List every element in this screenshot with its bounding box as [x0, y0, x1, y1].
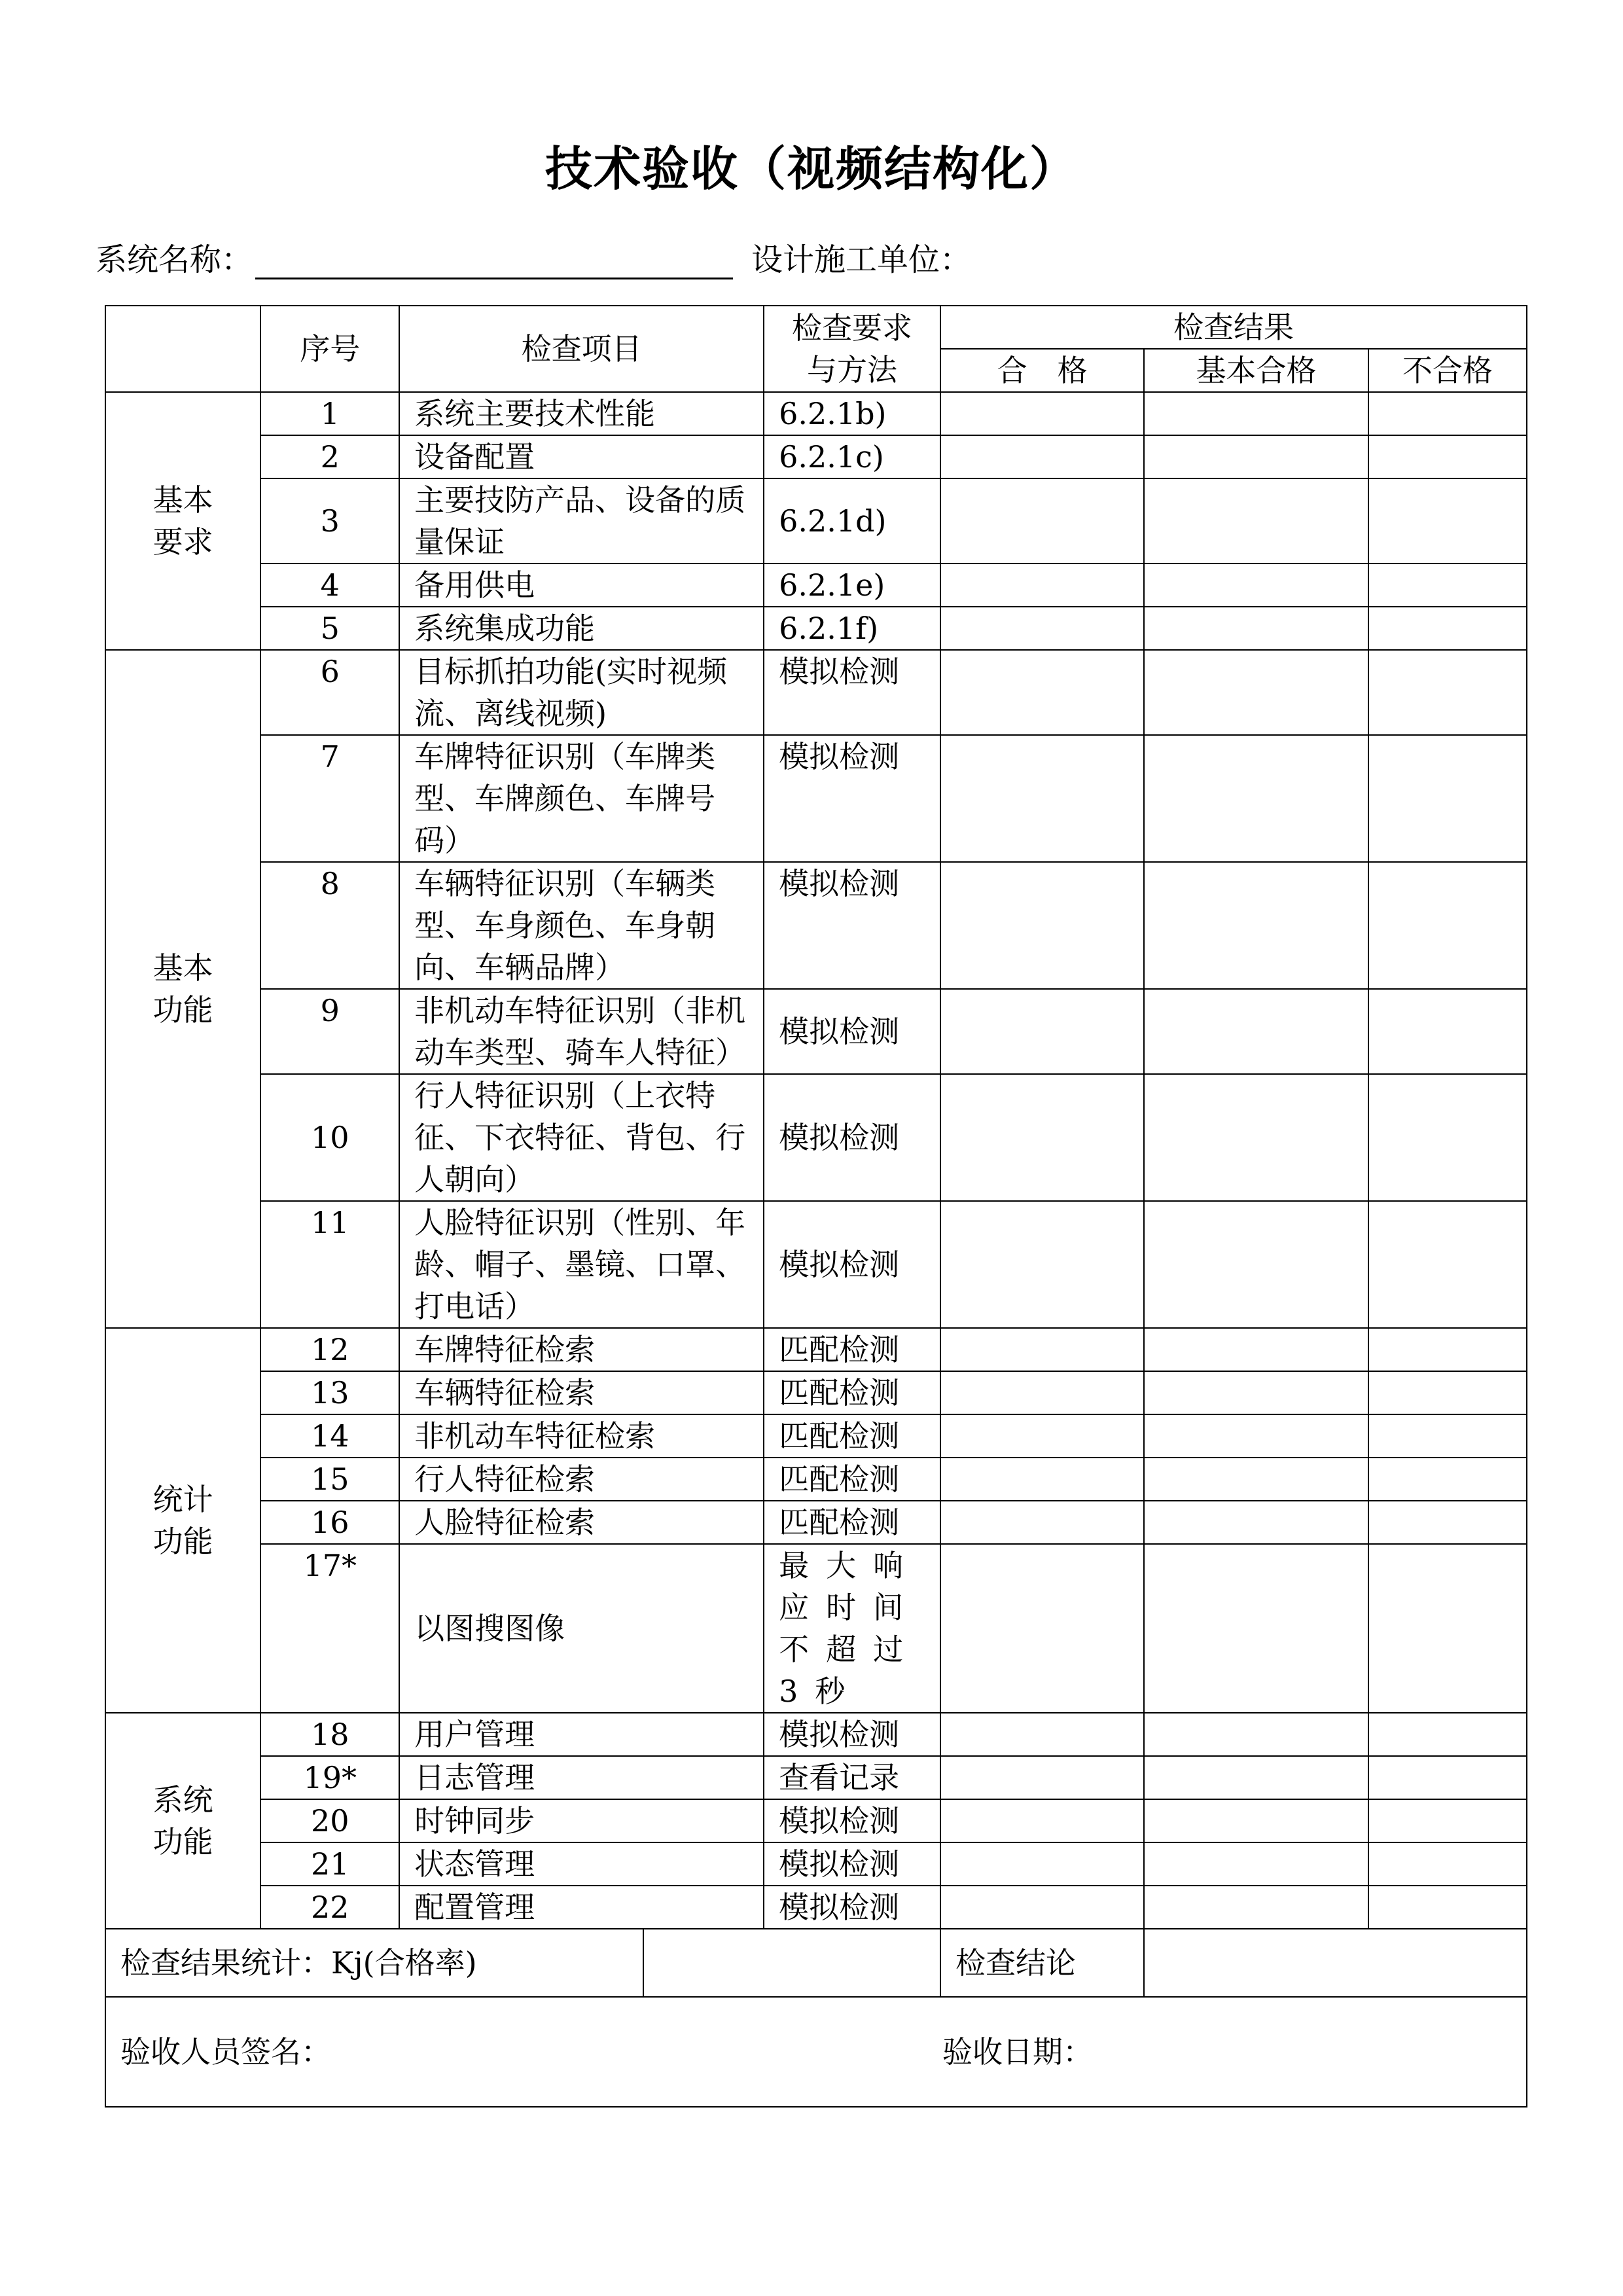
basic-pass-cell[interactable]	[1144, 1713, 1368, 1756]
row-no: 13	[260, 1371, 399, 1414]
design-unit-label: 设计施工单位：	[751, 242, 972, 278]
row-no: 1	[260, 392, 399, 435]
row-no: 16	[260, 1501, 399, 1544]
row-method: 匹配检测	[764, 1501, 940, 1544]
conclusion-value-cell[interactable]	[1144, 1929, 1527, 1997]
pass-cell[interactable]	[940, 1501, 1144, 1544]
signature-label: 验收人员签名：	[120, 2034, 331, 2070]
basic-pass-cell[interactable]	[1144, 1074, 1368, 1201]
result-header: 检查结果	[940, 306, 1527, 349]
acceptance-table	[105, 305, 1527, 2108]
basic-pass-cell[interactable]	[1144, 1756, 1368, 1799]
fail-cell[interactable]	[1368, 1414, 1527, 1458]
basic-pass-cell[interactable]	[1144, 607, 1368, 650]
row-no: 14	[260, 1414, 399, 1458]
row-item: 时钟同步	[399, 1799, 764, 1842]
row-method: 6.2.1c)	[764, 435, 940, 478]
basic-pass-cell[interactable]	[1144, 1842, 1368, 1886]
fail-cell[interactable]	[1368, 989, 1527, 1074]
fail-cell[interactable]	[1368, 1713, 1527, 1756]
pass-cell[interactable]	[940, 735, 1144, 862]
row-no: 3	[260, 478, 399, 564]
row-method: 匹配检测	[764, 1414, 940, 1458]
system-name-field[interactable]	[255, 242, 733, 279]
pass-cell[interactable]	[940, 1799, 1144, 1842]
stats-value-cell[interactable]	[643, 1929, 940, 1997]
conclusion-label: 检查结论	[940, 1929, 1144, 1997]
pass-cell[interactable]	[940, 1414, 1144, 1458]
pass-cell[interactable]	[940, 1756, 1144, 1799]
row-no: 17*	[260, 1544, 399, 1713]
row-no: 22	[260, 1886, 399, 1929]
fail-cell[interactable]	[1368, 1886, 1527, 1929]
basic-pass-cell[interactable]	[1144, 735, 1368, 862]
row-method: 模拟检测	[764, 1201, 940, 1328]
basic-pass-cell[interactable]	[1144, 1371, 1368, 1414]
pass-cell[interactable]	[940, 607, 1144, 650]
row-method: 匹配检测	[764, 1458, 940, 1501]
document-title: 技术验收（视频结构化）	[544, 141, 1078, 196]
fail-cell[interactable]	[1368, 478, 1527, 564]
row-method: 模拟检测	[764, 1842, 940, 1886]
system-name-label: 系统名称：	[96, 242, 253, 278]
method-header-line1: 检查要求	[792, 310, 913, 346]
group-statistics-functions: 统计 功能	[105, 1328, 260, 1713]
pass-cell[interactable]	[940, 1842, 1144, 1886]
pass-cell[interactable]	[940, 392, 1144, 435]
row-no: 10	[260, 1074, 399, 1201]
basic-pass-cell[interactable]	[1144, 478, 1368, 564]
row-item: 设备配置	[399, 435, 764, 478]
basic-pass-cell[interactable]	[1144, 435, 1368, 478]
fail-cell[interactable]	[1368, 735, 1527, 862]
row-method: 最大响应时间不超过3秒	[764, 1544, 940, 1713]
basic-pass-cell[interactable]	[1144, 1886, 1368, 1929]
item-header: 检查项目	[399, 306, 764, 392]
fail-cell[interactable]	[1368, 607, 1527, 650]
row-item: 车牌特征检索	[399, 1328, 764, 1371]
row-method: 匹配检测	[764, 1371, 940, 1414]
date-label: 验收日期：	[942, 2034, 1093, 2070]
row-no: 2	[260, 435, 399, 478]
pass-cell[interactable]	[940, 564, 1144, 607]
system-name-line	[96, 234, 733, 279]
row-no: 19*	[260, 1756, 399, 1799]
row-no: 8	[260, 862, 399, 989]
row-no: 5	[260, 607, 399, 650]
row-method: 模拟检测	[764, 650, 940, 735]
pass-cell[interactable]	[940, 1328, 1144, 1371]
row-method: 6.2.1b)	[764, 392, 940, 435]
basic-pass-cell[interactable]	[1144, 650, 1368, 735]
fail-cell[interactable]	[1368, 392, 1527, 435]
fail-cell[interactable]	[1368, 1501, 1527, 1544]
pass-header: 合 格	[940, 349, 1144, 392]
row-item: 车辆特征检索	[399, 1371, 764, 1414]
fail-cell[interactable]	[1368, 1074, 1527, 1201]
row-no: 4	[260, 564, 399, 607]
row-item: 以图搜图像	[399, 1544, 764, 1713]
fail-cell[interactable]	[1368, 1371, 1527, 1414]
row-no: 9	[260, 989, 399, 1074]
pass-cell[interactable]	[940, 1886, 1144, 1929]
row-item: 状态管理	[399, 1842, 764, 1886]
pass-cell[interactable]	[940, 478, 1144, 564]
row-item: 系统主要技术性能	[399, 392, 764, 435]
row-no: 15	[260, 1458, 399, 1501]
fail-cell[interactable]	[1368, 1756, 1527, 1799]
pass-cell[interactable]	[940, 989, 1144, 1074]
row-method: 模拟检测	[764, 1074, 940, 1201]
row-item: 日志管理	[399, 1756, 764, 1799]
row-item: 系统集成功能	[399, 607, 764, 650]
row-item: 非机动车特征识别（非机动车类型、骑车人特征）	[399, 989, 764, 1074]
basic-pass-cell[interactable]	[1144, 1328, 1368, 1371]
row-item: 备用供电	[399, 564, 764, 607]
row-item: 非机动车特征检索	[399, 1414, 764, 1458]
row-method: 模拟检测	[764, 735, 940, 862]
basic-pass-cell[interactable]	[1144, 1414, 1368, 1458]
stats-label: 检查结果统计：Kj(合格率)	[105, 1929, 643, 1997]
basic-pass-cell[interactable]	[1144, 1799, 1368, 1842]
row-item: 车牌特征识别（车牌类型、车牌颜色、车牌号码）	[399, 735, 764, 862]
basic-pass-cell[interactable]	[1144, 392, 1368, 435]
fail-cell[interactable]	[1368, 1799, 1527, 1842]
row-no: 21	[260, 1842, 399, 1886]
row-method: 模拟检测	[764, 862, 940, 989]
basic-pass-cell[interactable]	[1144, 1544, 1368, 1713]
pass-cell[interactable]	[940, 435, 1144, 478]
method-header	[764, 306, 940, 392]
row-method: 模拟检测	[764, 1799, 940, 1842]
basic-pass-header: 基本合格	[1144, 349, 1368, 392]
basic-pass-cell[interactable]	[1144, 1501, 1368, 1544]
pass-cell[interactable]	[940, 862, 1144, 989]
row-item: 配置管理	[399, 1886, 764, 1929]
group-basic-requirements: 基本 要求	[105, 392, 260, 650]
pass-cell[interactable]	[940, 1201, 1144, 1328]
basic-pass-cell[interactable]	[1144, 564, 1368, 607]
fail-cell[interactable]	[1368, 650, 1527, 735]
row-method: 查看记录	[764, 1756, 940, 1799]
design-unit-line	[751, 234, 971, 279]
row-method: 模拟检测	[764, 1886, 940, 1929]
basic-pass-cell[interactable]	[1144, 1458, 1368, 1501]
fail-header: 不合格	[1368, 349, 1527, 392]
group-basic-functions: 基本 功能	[105, 650, 260, 1328]
pass-cell[interactable]	[940, 1458, 1144, 1501]
row-method: 模拟检测	[764, 989, 940, 1074]
row-item: 人脸特征检索	[399, 1501, 764, 1544]
row-item: 行人特征检索	[399, 1458, 764, 1501]
pass-cell[interactable]	[940, 1074, 1144, 1201]
fail-cell[interactable]	[1368, 1544, 1527, 1713]
fail-cell[interactable]	[1368, 1201, 1527, 1328]
row-item: 行人特征识别（上衣特征、下衣特征、背包、行人朝向）	[399, 1074, 764, 1201]
row-no: 11	[260, 1201, 399, 1328]
row-no: 6	[260, 650, 399, 735]
pass-cell[interactable]	[940, 1713, 1144, 1756]
fail-cell[interactable]	[1368, 1458, 1527, 1501]
row-method: 模拟检测	[764, 1713, 940, 1756]
row-item: 人脸特征识别（性别、年龄、帽子、墨镜、口罩、打电话）	[399, 1201, 764, 1328]
row-method: 6.2.1f)	[764, 607, 940, 650]
signature-row	[105, 1997, 1527, 2107]
row-item: 主要技防产品、设备的质量保证	[399, 478, 764, 564]
row-item: 用户管理	[399, 1713, 764, 1756]
pass-cell[interactable]	[940, 1544, 1144, 1713]
basic-pass-cell[interactable]	[1144, 862, 1368, 989]
row-method: 6.2.1e)	[764, 564, 940, 607]
group-system-functions: 系统 功能	[105, 1713, 260, 1929]
fail-cell[interactable]	[1368, 1328, 1527, 1371]
fail-cell[interactable]	[1368, 1842, 1527, 1886]
row-item: 车辆特征识别（车辆类型、车身颜色、车身朝向、车辆品牌）	[399, 862, 764, 989]
pass-cell[interactable]	[940, 1371, 1144, 1414]
seq-header: 序号	[260, 306, 399, 392]
row-item: 目标抓拍功能(实时视频流、离线视频)	[399, 650, 764, 735]
method-header-line2: 与方法	[807, 352, 898, 387]
basic-pass-cell[interactable]	[1144, 1201, 1368, 1328]
fail-cell[interactable]	[1368, 435, 1527, 478]
fail-cell[interactable]	[1368, 564, 1527, 607]
row-no: 18	[260, 1713, 399, 1756]
row-no: 20	[260, 1799, 399, 1842]
row-method: 匹配检测	[764, 1328, 940, 1371]
pass-cell[interactable]	[940, 650, 1144, 735]
row-method: 6.2.1d)	[764, 478, 940, 564]
row-no: 12	[260, 1328, 399, 1371]
basic-pass-cell[interactable]	[1144, 989, 1368, 1074]
row-no: 7	[260, 735, 399, 862]
fail-cell[interactable]	[1368, 862, 1527, 989]
group-header-cell	[105, 306, 260, 392]
